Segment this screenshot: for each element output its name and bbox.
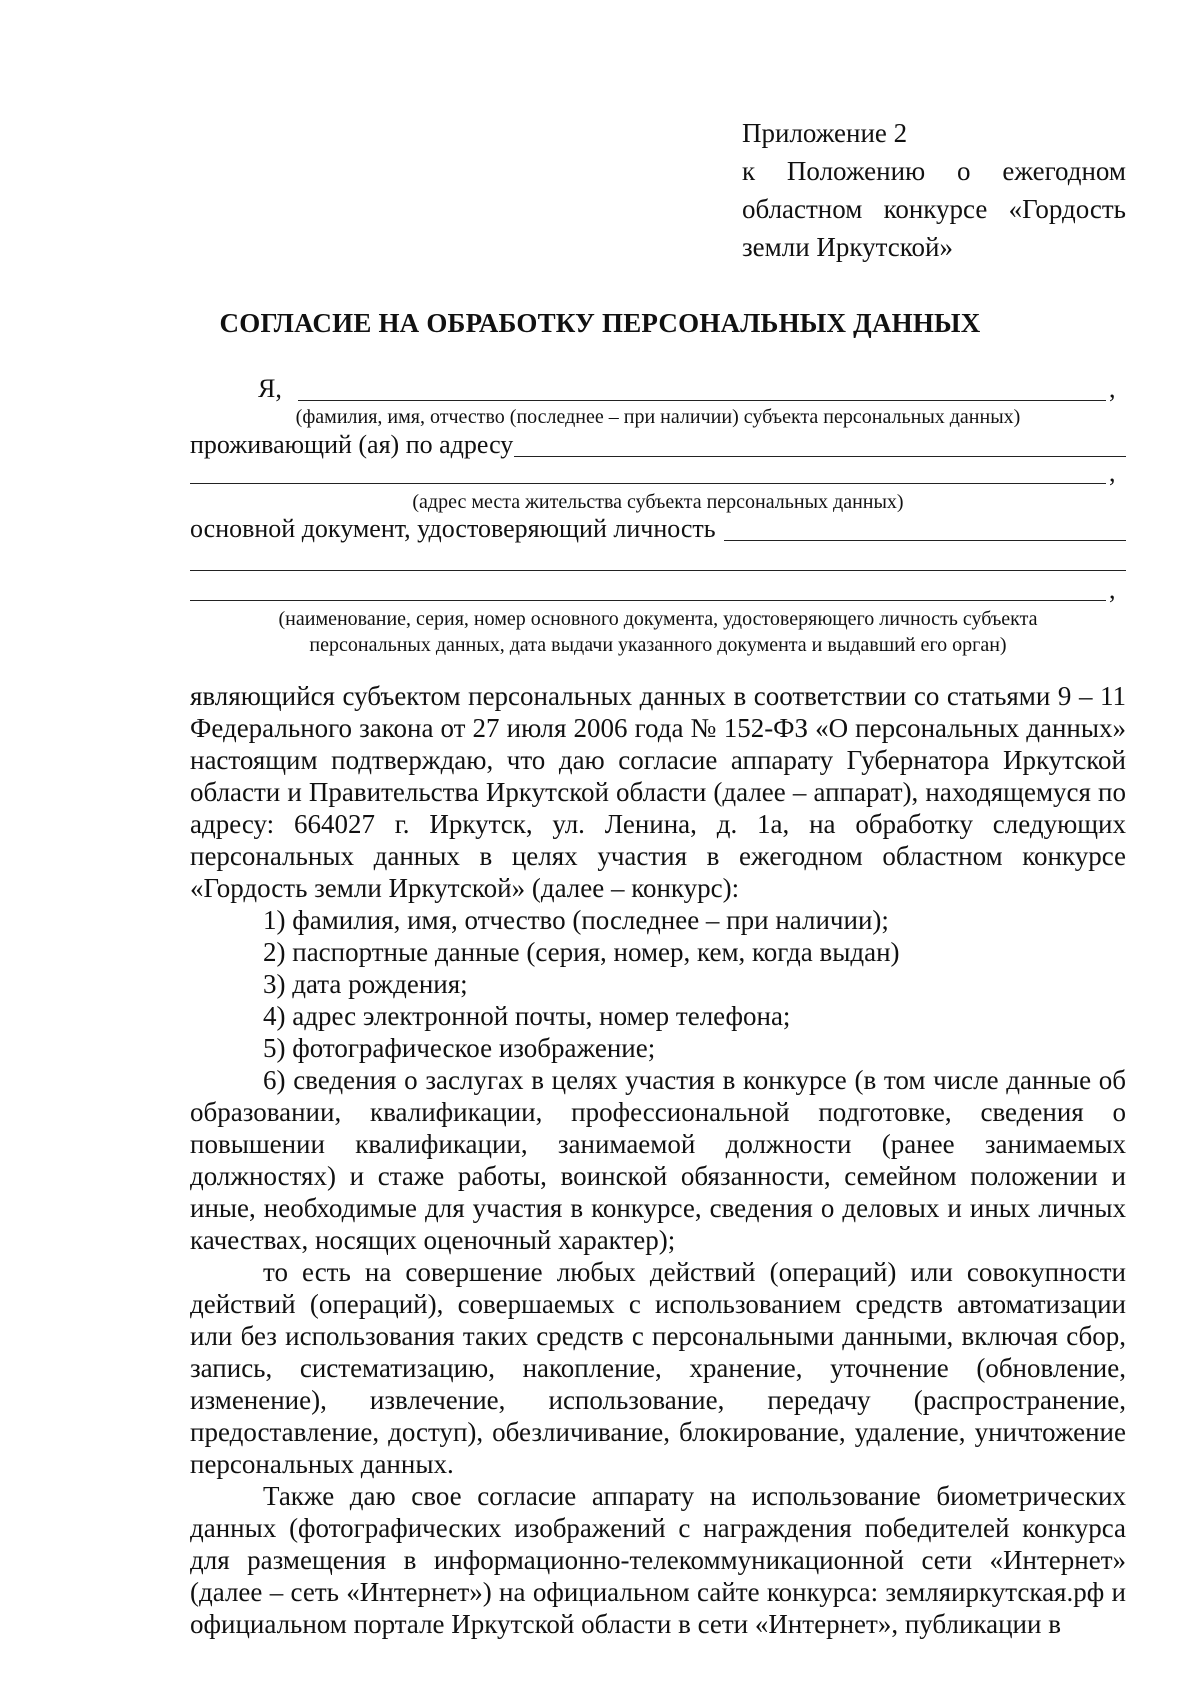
consent-body xyxy=(190,680,1126,1640)
name-comma: , xyxy=(1109,374,1116,403)
list-item-5: 5) фотографическое изображение; xyxy=(263,1033,656,1063)
list-item-6: 6) сведения о заслугах в целях участия в конкурсе (в том числе данные об образовании, квалификации, профессиональной подготовке, сведения о повышении квалификации, занимаемой должности (ранее занимаемых должностях) и стаже работы, воинской обязанности, семейном положении и иные, необходимые для участия в конкурсе, сведения о деловых и иных личных качествах, носящих оценочный характер); xyxy=(190,1065,1126,1255)
appendix-note xyxy=(742,114,1126,266)
address-field-line-2[interactable] xyxy=(190,483,1106,484)
appendix-line-3: областном конкурсе «Гордость xyxy=(742,194,1126,224)
appendix-line-2: к Положению о ежегодном xyxy=(742,156,1126,186)
document-field-line-1[interactable] xyxy=(724,540,1126,541)
biometric-paragraph: Также даю свое согласие аппарату на использование биометрических данных (фотографических изображений с награждения победителей конкурса для размещения в информационно-телекоммуникационной сети «Интернет» (далее – сеть «Интернет») на официальном сайте конкурса: земляиркутская.рф и официальном портале Иркутской области в сети «Интернет», публикации в xyxy=(190,1481,1126,1639)
document-hint-line-2: персональных данных, дата выдачи указанного документа и выдавший его орган) xyxy=(309,634,1007,656)
appendix-line-1: Приложение 2 xyxy=(742,118,908,148)
list-item-4: 4) адрес электронной почты, номер телефона; xyxy=(263,1001,791,1031)
document-title: СОГЛАСИЕ НА ОБРАБОТКУ ПЕРСОНАЛЬНЫХ ДАННЫХ xyxy=(219,308,981,338)
address-label: проживающий (ая) по адресу xyxy=(190,430,514,459)
document-field-line-2[interactable] xyxy=(190,570,1126,571)
intro-paragraph: являющийся субъектом персональных данных в соответствии со статьями 9 – 11 Федерального закона от 27 июля 2006 года № 152-ФЗ «О персональных данных» настоящим подтверждаю, что даю согласие аппарату Губернатора Иркутской области и Правительства Иркутской области (далее – аппарат), находящемуся по адресу: 664027 г. Иркутск, ул. Ленина, д. 1а, на обработку следующих персональных данных в целях участия в ежегодном областном конкурсе «Гордость земли Иркутской» (далее – конкурс): xyxy=(190,681,1126,903)
appendix-line-4: земли Иркутской» xyxy=(742,232,953,262)
name-field-line[interactable] xyxy=(298,400,1106,401)
address-comma: , xyxy=(1109,458,1116,487)
address-hint: (адрес места жительства субъекта персональных данных) xyxy=(412,491,904,513)
address-field-line-1[interactable] xyxy=(514,456,1126,457)
ya-label: Я, xyxy=(258,374,282,403)
document-label: основной документ, удостоверяющий личность xyxy=(190,514,716,543)
document-field-line-3[interactable] xyxy=(190,600,1106,601)
list-item-1: 1) фамилия, имя, отчество (последнее – при наличии); xyxy=(263,905,889,935)
actions-paragraph: то есть на совершение любых действий (операций) или совокупности действий (операций), совершаемых с использованием средств автоматизации или без использования таких средств с персональными данными, включая сбор, запись, систематизацию, накопление, хранение, уточнение (обновление, изменение), извлечение, использование, передачу (распространение, предоставление, доступ), обезличивание, блокирование, удаление, уничтожение персональных данных. xyxy=(190,1257,1126,1479)
list-item-3: 3) дата рождения; xyxy=(263,969,468,999)
name-hint: (фамилия, имя, отчество (последнее – при наличии) субъекта персональных данных) xyxy=(295,406,1021,428)
document-comma: , xyxy=(1109,575,1116,604)
document-hint-line-1: (наименование, серия, номер основного документа, удостоверяющего личность субъекта xyxy=(278,608,1038,630)
list-item-2: 2) паспортные данные (серия, номер, кем, когда выдан) xyxy=(263,937,900,967)
